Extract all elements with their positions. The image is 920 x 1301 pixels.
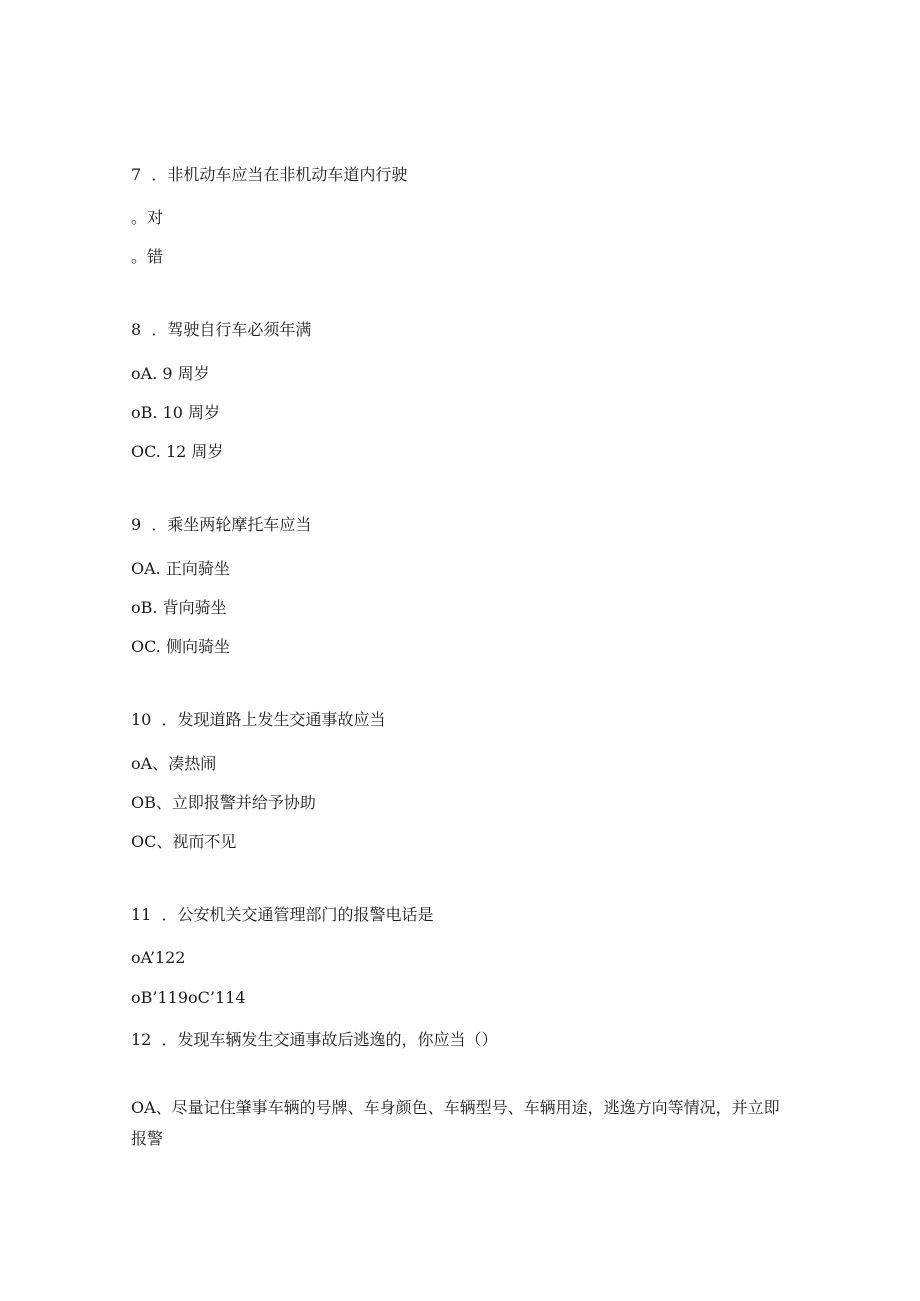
question-text: ．发现道路上发生交通事故应当 xyxy=(161,710,386,729)
question-number: 8 xyxy=(131,320,142,339)
question-11-option-a[interactable]: oA’122 xyxy=(131,948,186,967)
question-8-title xyxy=(131,320,311,340)
question-number: 7 xyxy=(131,165,142,184)
question-12-option-a[interactable]: OA、尽量记住肇事车辆的号牌、车身颜色、车辆型号、车辆用途，逃逸方向等情况，并立即报警 xyxy=(131,1098,780,1148)
question-10-title xyxy=(131,710,386,730)
question-8-option-c[interactable]: OC. 12 周岁 xyxy=(131,442,224,461)
question-10-option-a[interactable]: oA、凑热闹 xyxy=(131,754,217,773)
question-text: ．非机动车应当在非机动车道内行驶 xyxy=(151,165,408,184)
question-11-title xyxy=(131,905,434,925)
question-number: 11 xyxy=(131,905,152,924)
question-10-option-b[interactable]: OB、立即报警并给予协助 xyxy=(131,793,316,812)
question-text: ．乘坐两轮摩托车应当 xyxy=(151,515,312,534)
question-number: 10 xyxy=(131,710,152,729)
question-number: 9 xyxy=(131,515,142,534)
question-7-option-false[interactable]: 。错 xyxy=(131,247,164,266)
question-8-option-a[interactable]: oA. 9 周岁 xyxy=(131,364,210,383)
question-9-option-b[interactable]: oB. 背向骑坐 xyxy=(131,598,227,617)
question-9-option-a[interactable]: OA. 正向骑坐 xyxy=(131,559,230,578)
question-11-option-b-c[interactable]: oB’119oC’114 xyxy=(131,988,246,1007)
question-12-title xyxy=(131,1030,498,1050)
question-7-title xyxy=(131,165,407,185)
question-text: ．发现车辆发生交通事故后逃逸的，你应当（） xyxy=(161,1030,498,1049)
question-8-option-b[interactable]: oB. 10 周岁 xyxy=(131,403,221,422)
question-text: ．公安机关交通管理部门的报警电话是 xyxy=(161,905,434,924)
question-number: 12 xyxy=(131,1030,152,1049)
question-9-option-c[interactable]: OC. 侧向骑坐 xyxy=(131,637,230,656)
question-text: ．驾驶自行车必须年满 xyxy=(151,320,312,339)
question-9-title xyxy=(131,515,311,535)
question-10-option-c[interactable]: OC、视而不见 xyxy=(131,832,237,851)
question-7-option-true[interactable]: 。对 xyxy=(131,208,164,227)
